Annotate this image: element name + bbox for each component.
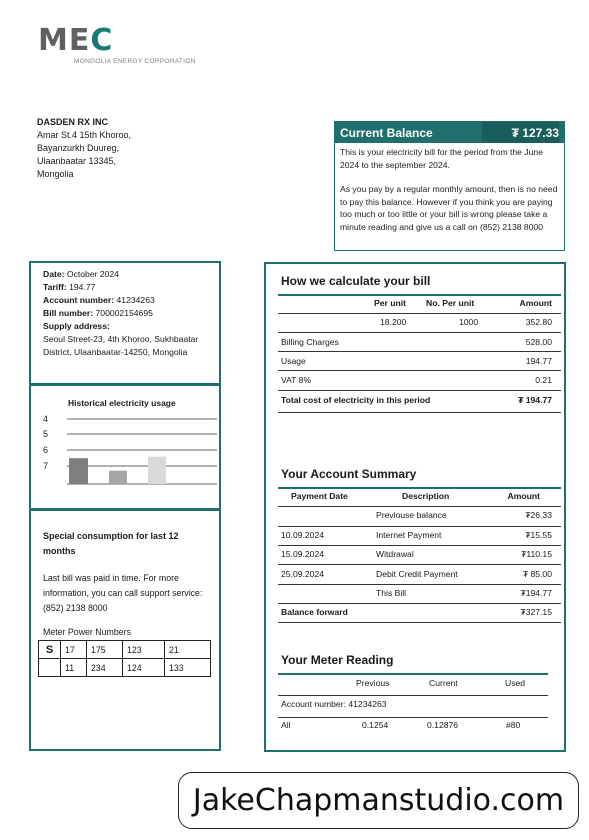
divider bbox=[278, 351, 561, 352]
balance-amount: ₮ 127.33 bbox=[482, 122, 559, 143]
balance-forward-amount: ₮327.15 bbox=[520, 607, 552, 617]
table-row bbox=[39, 641, 211, 659]
bill-number-line: Bill number: 700002154695 bbox=[43, 308, 153, 318]
divider bbox=[278, 332, 561, 333]
per-unit-value: 18.200 bbox=[380, 317, 407, 327]
divider bbox=[278, 564, 561, 565]
divider bbox=[278, 603, 561, 604]
summary-date: 10.09.2024 bbox=[281, 530, 325, 540]
divider bbox=[278, 294, 561, 296]
summary-amount: ₮194.77 bbox=[520, 588, 552, 598]
charge-label: Usage bbox=[281, 356, 306, 366]
total-amount: ₮ 194.77 bbox=[518, 395, 552, 405]
logo-mark-b: C bbox=[90, 23, 114, 58]
divider bbox=[278, 584, 561, 585]
divider bbox=[278, 506, 561, 507]
header-amount: Amount bbox=[519, 298, 552, 308]
meter-power-label: Meter Power Numbers bbox=[43, 627, 131, 637]
divider bbox=[278, 622, 561, 623]
meter-used: #80 bbox=[506, 720, 521, 730]
meter-cell bbox=[39, 659, 61, 677]
balance-label: Current Balance bbox=[340, 125, 433, 140]
customer-address bbox=[37, 116, 237, 181]
meter-power-table bbox=[38, 640, 211, 677]
date-line: Date: October 2024 bbox=[43, 269, 119, 279]
meter-cell: 21 bbox=[165, 641, 211, 659]
header-no-per-unit: No. Per unit bbox=[426, 298, 475, 308]
logo-mark-a: ME bbox=[38, 23, 91, 58]
usage-bar bbox=[148, 457, 166, 484]
summary-date: 25.09.2024 bbox=[281, 569, 325, 579]
meter-row-label: All bbox=[281, 720, 291, 730]
meter-cell: 17 bbox=[61, 641, 87, 659]
divider bbox=[278, 673, 548, 675]
bill-info-box bbox=[29, 261, 221, 385]
meter-cell: S bbox=[39, 641, 61, 659]
customer-name: DASDEN RX INC bbox=[37, 117, 109, 127]
divider bbox=[278, 487, 561, 489]
history-title: Historical electricity usage bbox=[68, 398, 176, 408]
company-logo bbox=[38, 24, 228, 80]
y-tick-label: 5 bbox=[43, 429, 49, 439]
bill-number: 700002154695 bbox=[93, 308, 153, 318]
logo-mark bbox=[38, 24, 228, 58]
address-line: Mongolia bbox=[37, 169, 74, 179]
divider bbox=[278, 717, 548, 718]
summary-desc: Debit Credit Payment bbox=[376, 569, 458, 579]
address-line: Ulaanbaatar 13345, bbox=[37, 156, 117, 166]
total-label: Total cost of electricity in this period bbox=[281, 395, 431, 405]
summary-desc: Witdrawal bbox=[376, 549, 414, 559]
tariff-line: Tariff: 194.77 bbox=[43, 282, 96, 292]
divider bbox=[278, 526, 561, 527]
header-description: Description bbox=[402, 491, 450, 501]
first-amount: 352.80 bbox=[525, 317, 552, 327]
watermark: JakeChapmanstudio.com bbox=[178, 772, 579, 829]
balance-header bbox=[335, 122, 564, 143]
meter-current: 0.12876 bbox=[427, 720, 459, 730]
history-chart-box bbox=[29, 384, 221, 510]
header-current: Current bbox=[429, 678, 458, 688]
divider bbox=[278, 390, 561, 391]
current-balance-box bbox=[334, 121, 565, 251]
meter-account-line: Account number: 41234263 bbox=[281, 699, 387, 709]
bill-date: October 2024 bbox=[64, 269, 119, 279]
charge-amount: 528.00 bbox=[525, 337, 552, 347]
balance-text-1: This is your electricity bill for the period from the June 2024 to the september 2024. bbox=[340, 147, 543, 170]
summary-desc: Internet Payment bbox=[376, 530, 442, 540]
summary-desc: This Bill bbox=[376, 588, 407, 598]
y-tick-label: 4 bbox=[43, 414, 49, 424]
charge-label: Billing Charges bbox=[281, 337, 339, 347]
supply-address: Seoul Street-23, 4th Khoroo, Sukhbaatar District, Ulaanbaatar-14250, Mongolia bbox=[43, 334, 199, 357]
summary-amount: ₮ 85.00 bbox=[522, 569, 552, 579]
account-line: Account number: 41234263 bbox=[43, 295, 155, 305]
usage-bar bbox=[69, 458, 88, 484]
calc-title: How we calculate your bill bbox=[281, 274, 431, 288]
balance-text-2: As you pay by a regular monthly amount, then is no need to pay this balance. However if you think you are paying too much or too little or your bill is wrong please take a minute reading and give us a call on (852) 2138 8000 bbox=[340, 184, 558, 232]
header-previous: Previous bbox=[356, 678, 390, 688]
special-text: Last bill was paid in time. For more information, you can call support service: (852) 2138 8000 bbox=[43, 573, 203, 613]
balance-description bbox=[335, 143, 564, 236]
header-per-unit: Per unit bbox=[374, 298, 406, 308]
special-consumption-box bbox=[29, 509, 221, 751]
header-payment-date: Payment Date bbox=[291, 491, 348, 501]
summary-amount: ₮110.15 bbox=[521, 549, 552, 559]
summary-desc: Previouse balance bbox=[376, 510, 447, 520]
account-number: 41234263 bbox=[114, 295, 155, 305]
history-chart bbox=[31, 386, 219, 508]
no-per-unit-value: 1000 bbox=[459, 317, 479, 327]
meter-cell: 123 bbox=[123, 641, 165, 659]
supply-label: Supply address: bbox=[43, 321, 110, 331]
address-line: Amar St.4 15th Khoroo, bbox=[37, 130, 132, 140]
header-summary-amount: Amount bbox=[507, 491, 540, 501]
table-row bbox=[39, 659, 211, 677]
divider bbox=[278, 370, 561, 371]
usage-bar bbox=[109, 471, 127, 484]
divider bbox=[278, 313, 561, 314]
meter-cell: 234 bbox=[87, 659, 123, 677]
tariff-value: 194.77 bbox=[66, 282, 96, 292]
bill-details-box bbox=[264, 262, 566, 752]
summary-title: Your Account Summary bbox=[281, 467, 417, 481]
address-line: Bayanzurkh Duureg, bbox=[37, 143, 120, 153]
logo-subtitle: MONGOLIA ENERGY CORPORATION bbox=[74, 58, 196, 65]
meter-cell: 11 bbox=[61, 659, 87, 677]
summary-amount: ₮26.33 bbox=[525, 510, 552, 520]
meter-previous: 0.1254 bbox=[362, 720, 389, 730]
divider bbox=[278, 412, 561, 413]
meter-cell: 175 bbox=[87, 641, 123, 659]
y-tick-label: 7 bbox=[43, 461, 49, 471]
summary-date: 15.09.2024 bbox=[281, 549, 325, 559]
summary-amount: ₮15.55 bbox=[525, 530, 552, 540]
divider bbox=[278, 695, 548, 696]
divider bbox=[278, 545, 561, 546]
meter-title: Your Meter Reading bbox=[281, 653, 394, 667]
special-title: Special consumption for last 12 months bbox=[43, 531, 179, 556]
balance-forward-label: Balance forward bbox=[281, 607, 348, 617]
meter-cell: 133 bbox=[165, 659, 211, 677]
header-used: Used bbox=[505, 678, 526, 688]
meter-cell: 124 bbox=[123, 659, 165, 677]
y-tick-label: 6 bbox=[43, 445, 49, 455]
charge-label: VAT 8% bbox=[281, 375, 312, 385]
charge-amount: 194.77 bbox=[525, 356, 552, 366]
charge-amount: 0.21 bbox=[535, 375, 552, 385]
